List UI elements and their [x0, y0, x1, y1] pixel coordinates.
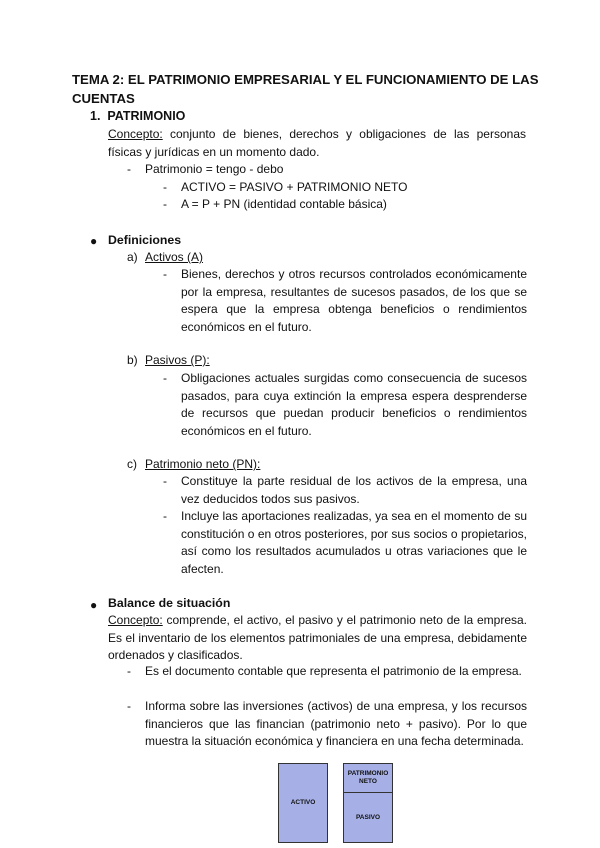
patrimonio-formula: Patrimonio = tengo - debo [145, 162, 284, 176]
balance-point-2: Informa sobre las inversiones (activos) de una empresa, y los recursos financieros que las financian (patrimonio neto + pasivo). Por lo que muestra la situación económica y financiera en una fecha determinada. [145, 699, 527, 749]
dash-marker: - [163, 371, 167, 385]
pasivos-label: Pasivos (P): [145, 353, 210, 367]
pn-definition-2: Incluye las aportaciones realizadas, ya sea en el momento de su constitución o en otros posteriores, por sus socios o propietarios, así como los resultados acumulados u otras variaciones que le afecten. [181, 509, 527, 576]
balance-concept [108, 612, 527, 665]
section-heading-patrimonio [90, 108, 185, 125]
dash-marker: - [127, 699, 131, 713]
patrimonio-concept [108, 126, 526, 161]
bullet-icon: ● [90, 234, 98, 248]
concept-label: Concepto: [108, 613, 163, 627]
pn-definition-1: Constituye la parte residual de los activos de la empresa, una vez deducidos todos sus pasivos. [181, 474, 527, 506]
dash-marker: - [127, 664, 131, 678]
bullet-icon: ● [90, 598, 98, 612]
concept-label: Concepto: [108, 127, 163, 141]
dash-marker: - [163, 267, 167, 281]
dash-marker: - [163, 180, 167, 194]
patrimonio-neto-label: Patrimonio neto (PN): [145, 457, 261, 471]
identity-equation: A = P + PN (identidad contable básica) [181, 197, 387, 211]
dash-marker: - [163, 474, 167, 488]
concept-text: comprende, el activo, el pasivo y el patrimonio neto de la empresa. Es el inventario de los elementos patrimoniales de una empresa, debidamente ordenados y clasificados. [108, 613, 527, 663]
definiciones-heading: Definiciones [108, 233, 182, 247]
activos-label: Activos (A) [145, 250, 204, 264]
activos-definition: Bienes, derechos y otros recursos controlados económicamente por la empresa, resultantes de sucesos pasados, de los que se espera que la empresa obtenga beneficios o rendimientos económicos en el futuro. [181, 267, 527, 334]
page-title: TEMA 2: EL PATRIMONIO EMPRESARIAL Y EL FUNCIONAMIENTO DE LAS CUENTAS [72, 72, 539, 106]
item-letter: b) [127, 353, 138, 367]
pasivo-box: PASIVO [343, 792, 393, 843]
dash-marker: - [163, 509, 167, 523]
dash-marker: - [163, 197, 167, 211]
activo-box: ACTIVO [278, 763, 328, 843]
balance-heading: Balance de situación [108, 596, 231, 610]
activo-equation: ACTIVO = PASIVO + PATRIMONIO NETO [181, 180, 408, 194]
pasivos-definition: Obligaciones actuales surgidas como consecuencia de sucesos pasados, para cuya extinción la empresa espera desprenderse de recursos que puedan producir beneficios o rendimientos económicos en el futuro. [181, 371, 527, 438]
item-letter: c) [127, 457, 137, 471]
patrimonio-neto-box: PATRIMONIO NETO [343, 763, 393, 793]
item-letter: a) [127, 250, 138, 264]
section-title: PATRIMONIO [107, 109, 186, 123]
balance-point-1: Es el documento contable que representa el patrimonio de la empresa. [145, 664, 522, 678]
concept-text: conjunto de bienes, derechos y obligaciones de las personas físicas y jurídicas en un momento dado. [108, 127, 526, 159]
dash-marker: - [127, 162, 131, 176]
section-number: 1. [90, 109, 101, 123]
